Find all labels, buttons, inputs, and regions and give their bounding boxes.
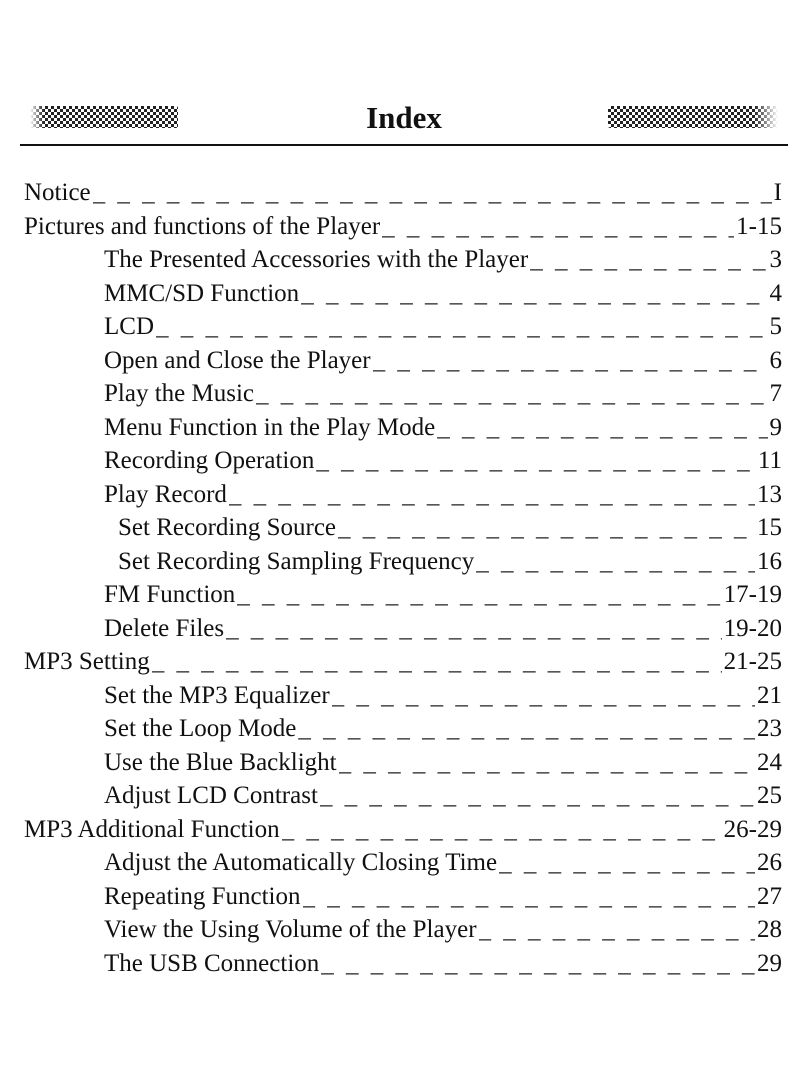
toc-entry-page: 17-19 (723, 581, 782, 608)
toc-entry-label: Set the MP3 Equalizer (104, 681, 330, 709)
toc-entry[interactable] (24, 210, 782, 244)
toc-entry-label: Adjust the Automatically Closing Time (104, 849, 498, 876)
dotted-leader (320, 779, 755, 813)
toc-entry[interactable] (24, 746, 782, 780)
dotted-leader (499, 846, 755, 880)
toc-entry[interactable] (24, 712, 782, 746)
toc-entry-page: 1-15 (736, 212, 782, 240)
toc-entry-page: 25 (757, 782, 782, 809)
dotted-leader (332, 679, 755, 713)
toc-entry[interactable] (24, 578, 782, 612)
dotted-leader (298, 712, 755, 746)
dotted-leader (530, 243, 767, 277)
toc-entry-label: Open and Close the Player (104, 346, 371, 374)
toc-entry[interactable] (24, 913, 782, 947)
toc-entry-label: Pictures and functions of the Player (24, 212, 381, 240)
toc-entry[interactable] (24, 947, 782, 981)
toc-entry-label: Set Recording Source (118, 514, 337, 541)
toc-entry-label: Delete Files (104, 614, 225, 642)
toc-entry[interactable] (24, 813, 782, 847)
toc-entry-page: 9 (769, 413, 782, 441)
toc-entry-label: Recording Operation (104, 447, 315, 474)
toc-entry-page: 16 (757, 547, 782, 575)
index-header (0, 96, 808, 144)
toc-entry-page: 21 (757, 681, 782, 709)
toc-entry[interactable] (24, 377, 782, 411)
toc-entry[interactable] (24, 277, 782, 311)
dotted-leader (301, 277, 767, 311)
dotted-leader (382, 210, 734, 244)
toc-entry[interactable] (24, 444, 782, 478)
dotted-leader (226, 612, 722, 646)
dotted-leader (476, 545, 755, 579)
toc-entry-label: Set the Loop Mode (104, 715, 297, 742)
toc-entry-label: The USB Connection (104, 949, 320, 977)
toc-entry-page: 26 (757, 849, 782, 876)
dotted-leader (338, 511, 755, 545)
toc-entry-page: 26-29 (723, 815, 782, 843)
toc-entry[interactable] (24, 846, 782, 880)
toc-entry-page: 27 (757, 882, 782, 910)
dotted-leader (282, 813, 722, 847)
toc-entry-label: Notice (24, 179, 91, 206)
toc-entry-label: Play the Music (104, 380, 254, 407)
toc-entry[interactable] (24, 679, 782, 713)
toc-entry-page: 13 (757, 480, 782, 508)
toc-entry[interactable] (24, 243, 782, 277)
toc-entry-label: MMC/SD Function (104, 279, 300, 307)
toc-entry-page: 7 (769, 380, 782, 407)
toc-entry-label: Set Recording Sampling Frequency (118, 547, 475, 575)
toc-entry[interactable] (24, 310, 782, 344)
toc-entry[interactable] (24, 612, 782, 646)
toc-entry-page: I (773, 179, 782, 206)
toc-entry-label: Repeating Function (104, 882, 301, 910)
toc-entry-label: LCD (104, 313, 154, 340)
toc-entry[interactable] (24, 779, 782, 813)
toc-entry-label: FM Function (104, 581, 236, 608)
toc-entry-page: 21-25 (723, 648, 782, 675)
toc-entry[interactable] (24, 645, 782, 679)
toc-entry[interactable] (24, 880, 782, 914)
toc-entry-page: 3 (769, 246, 782, 273)
dotted-leader (373, 344, 768, 378)
checkered-ornament-right (608, 106, 778, 128)
toc-entry-page: 4 (769, 279, 782, 307)
dotted-leader (437, 411, 767, 445)
dotted-leader (93, 176, 772, 210)
toc-entry-page: 6 (769, 346, 782, 374)
toc-entry-page: 11 (757, 447, 782, 474)
toc-entry-page: 29 (757, 949, 782, 977)
dotted-leader (152, 645, 722, 679)
dotted-leader (229, 478, 755, 512)
toc-entry-page: 24 (757, 748, 782, 776)
toc-entry-page: 15 (757, 514, 782, 541)
dotted-leader (156, 310, 768, 344)
table-of-contents (24, 176, 782, 980)
dotted-leader (339, 746, 755, 780)
toc-entry[interactable] (24, 511, 782, 545)
dotted-leader (237, 578, 721, 612)
toc-entry[interactable] (24, 411, 782, 445)
toc-entry-page: 23 (757, 715, 782, 742)
toc-entry-label: Play Record (104, 480, 227, 508)
toc-entry-label: Adjust LCD Contrast (104, 782, 318, 809)
dotted-leader (316, 444, 756, 478)
toc-entry[interactable] (24, 344, 782, 378)
toc-entry-label: MP3 Setting (24, 648, 150, 675)
dotted-leader (479, 913, 755, 947)
toc-entry[interactable] (24, 176, 782, 210)
dotted-leader (321, 947, 755, 981)
toc-entry-page: 5 (769, 313, 782, 340)
dotted-leader (256, 377, 768, 411)
toc-entry-label: The Presented Accessories with the Player (104, 246, 529, 273)
toc-entry-label: MP3 Additional Function (24, 815, 280, 843)
toc-entry-label: Menu Function in the Play Mode (104, 413, 436, 441)
dotted-leader (303, 880, 756, 914)
toc-entry-page: 28 (757, 916, 782, 943)
toc-entry-label: Use the Blue Backlight (104, 748, 337, 776)
page-title: Index (366, 100, 442, 135)
toc-entry[interactable] (24, 545, 782, 579)
toc-entry-label: View the Using Volume of the Player (104, 916, 477, 943)
toc-entry-page: 19-20 (723, 614, 782, 642)
title-divider (20, 144, 788, 146)
toc-entry[interactable] (24, 478, 782, 512)
